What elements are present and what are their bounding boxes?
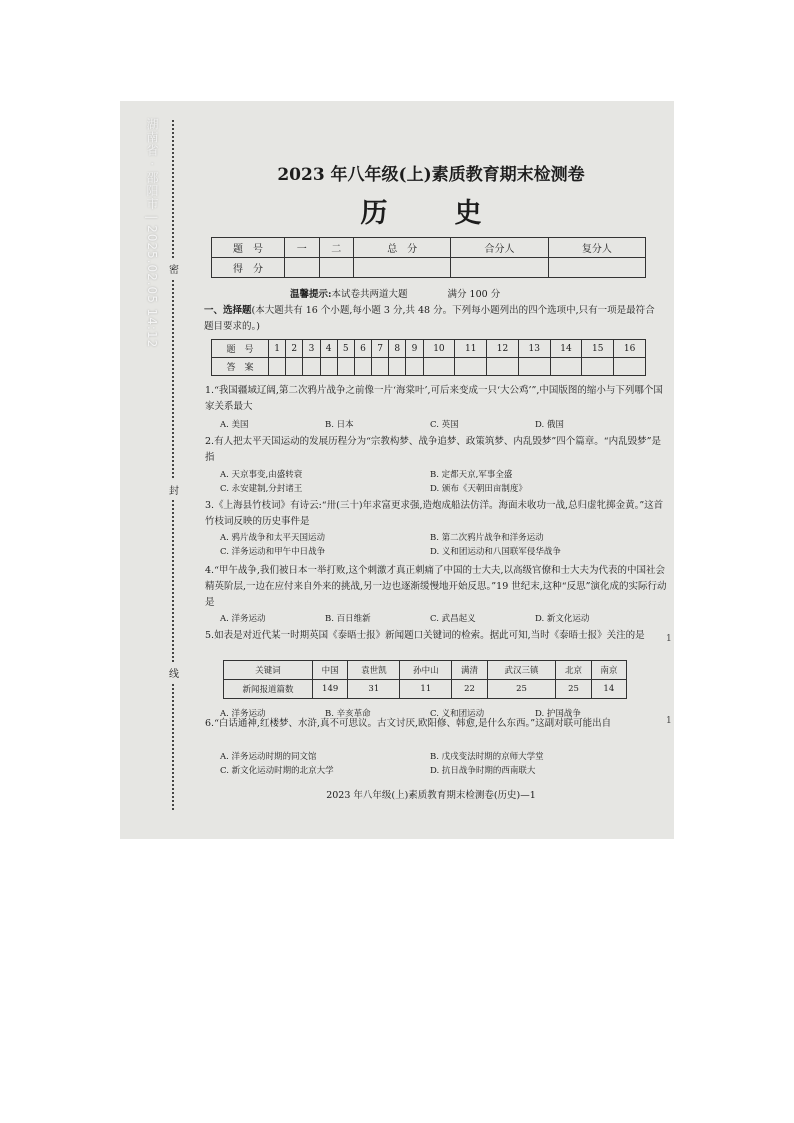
score-table: [211, 237, 646, 278]
option-c: C. 洋务运动和甲午中日战争: [220, 547, 326, 557]
option-c: C. 英国: [430, 420, 459, 430]
option-d: D. 俄国: [535, 420, 564, 430]
question-3: 3.《上海县竹枝词》有诗云:“卅(三十)年求富更求强,造炮成船法仿洋。海面未收功一战,总归虚牝掷金黄。”这首竹枝词反映的历史事件是: [205, 500, 664, 527]
question-number: 7: [372, 340, 389, 358]
answer-cell[interactable]: [423, 358, 455, 376]
option-d: D. 新文化运动: [535, 614, 590, 624]
question-number: 15: [582, 340, 614, 358]
keyword-row: [224, 661, 627, 680]
margin-mark: 1: [666, 634, 672, 644]
answer-row-label: 答 案: [212, 358, 269, 376]
option-c: C. 武昌起义: [430, 614, 476, 624]
question-6-options: [220, 750, 640, 776]
score-input-cell[interactable]: [548, 258, 645, 278]
answer-cell[interactable]: [389, 358, 406, 376]
keyword-cell: 孙中山: [400, 661, 452, 680]
score-cell: 合分人: [451, 238, 548, 258]
keyword-cell: 北京: [556, 661, 591, 680]
answer-cell[interactable]: [487, 358, 519, 376]
notice-text: 本试卷共两道大题: [331, 289, 408, 300]
question-3-options: [220, 531, 640, 557]
question-number: 1: [269, 340, 286, 358]
answer-number-row: [212, 340, 646, 358]
question-number: 16: [614, 340, 646, 358]
question-1: 1.“我国疆域辽阔,第二次鸦片战争之前像一片‘海棠叶’,可后来变成一只‘大公鸡’”,中国版图的缩小与下列哪个国家关系最大: [205, 385, 663, 412]
option-b: B. 百日维新: [325, 614, 371, 624]
score-input-cell[interactable]: [354, 258, 451, 278]
answer-cell[interactable]: [406, 358, 423, 376]
exam-title: 2023 年八年级(上)素质教育期末检测卷: [277, 165, 585, 185]
score-input-cell[interactable]: [285, 258, 320, 278]
answer-cell[interactable]: [269, 358, 286, 376]
full-score: 满分 100 分: [447, 289, 501, 300]
option-b: B. 日本: [325, 420, 354, 430]
option-a: A. 洋务运动时期的同文馆: [220, 752, 317, 762]
count-label: 新闻报道篇数: [224, 680, 313, 699]
score-input-cell[interactable]: [319, 258, 354, 278]
margin-mark: 1: [666, 716, 672, 726]
score-cell: 复分人: [548, 238, 645, 258]
keyword-cell: 武汉三镇: [487, 661, 556, 680]
count-cell: 22: [452, 680, 487, 699]
option-a: A. 鸦片战争和太平天国运动: [220, 533, 326, 543]
question-4-options: [220, 612, 640, 624]
count-cell: 14: [591, 680, 626, 699]
binding-line: [172, 120, 174, 810]
notice-line: [290, 286, 500, 300]
answer-cell[interactable]: [372, 358, 389, 376]
answer-cell[interactable]: [320, 358, 337, 376]
option-a: A. 天京事变,由盛转衰: [220, 470, 303, 480]
score-cell: 二: [319, 238, 354, 258]
question-number: 13: [518, 340, 550, 358]
answer-input-row: [212, 358, 646, 376]
answer-cell[interactable]: [303, 358, 320, 376]
option-d: D. 颁布《天朝田亩制度》: [430, 484, 527, 494]
question-number: 9: [406, 340, 423, 358]
section-heading: 一、选择题: [204, 305, 252, 316]
question-number: 4: [320, 340, 337, 358]
keyword-cell: 南京: [591, 661, 626, 680]
keyword-header-label: 关键词: [224, 661, 313, 680]
section-text: (本大题共有 16 个小题,每小题 3 分,共 48 分。下列每小题列出的四个选项中,只有一项是最符合题目要求的。): [204, 305, 655, 332]
question-5: 5.如表是对近代某一时期英国《泰晤士报》新闻题口关键词的检索。据此可知,当时《泰晤士报》关注的是: [205, 630, 645, 641]
score-cell: 一: [285, 238, 320, 258]
count-cell: 25: [487, 680, 556, 699]
notice-label: 温馨提示:: [290, 289, 332, 300]
answer-cell[interactable]: [354, 358, 371, 376]
option-b: B. 第二次鸦片战争和洋务运动: [430, 533, 544, 543]
option-c: C. 新文化运动时期的北京大学: [220, 766, 334, 776]
question-2-options: [220, 468, 640, 494]
seal-char-mi: 密: [169, 259, 179, 278]
answer-cell[interactable]: [286, 358, 303, 376]
count-row: [224, 680, 627, 699]
question-number: 10: [423, 340, 455, 358]
question-6: 6.“白话通神,红楼梦、水浒,真不可思议。古文讨厌,欧阳修、韩愈,是什么东西。”这副对联可能出自: [205, 718, 612, 729]
keyword-cell: 袁世凯: [348, 661, 400, 680]
answer-cell[interactable]: [455, 358, 487, 376]
page-footer: 2023 年八年级(上)素质教育期末检测卷(历史)—1: [326, 790, 536, 801]
option-d: D. 义和团运动和八国联军侵华战争: [430, 547, 561, 557]
option-a: A. 美国: [220, 420, 249, 430]
keyword-cell: 中国: [313, 661, 348, 680]
option-b: B. 定都天京,军事全盛: [430, 470, 513, 480]
answer-cell[interactable]: [614, 358, 646, 376]
option-d: D. 抗日战争时期的西南联大: [430, 766, 536, 776]
count-cell: 31: [348, 680, 400, 699]
answer-table: [211, 339, 646, 376]
option-b: B. 辛亥革命: [325, 709, 371, 719]
score-cell: 总 分: [354, 238, 451, 258]
question-4: 4.“甲午战争,我们被日本一举打败,这个刺激才真正刺痛了中国的士大夫,以高级官僚和士大夫为代表的中国社会精英阶层,一边在应付来自外来的挑战,另一边也逐渐缓慢地开始反思。”19 世纪末,这种“反思”演化成的实际行动是: [205, 565, 667, 608]
score-table-score-row: [212, 258, 646, 278]
option-d: D. 护国战争: [535, 709, 581, 719]
question-2: 2.有人把太平天国运动的发展历程分为“宗教构梦、战争追梦、政策筑梦、内乱毁梦”四个篇章。“内乱毁梦”是指: [205, 436, 661, 463]
question-number: 2: [286, 340, 303, 358]
score-input-cell[interactable]: [451, 258, 548, 278]
question-number: 14: [550, 340, 582, 358]
question-number: 8: [389, 340, 406, 358]
count-cell: 25: [556, 680, 591, 699]
answer-cell[interactable]: [550, 358, 582, 376]
count-cell: 149: [313, 680, 348, 699]
question-1-options: [220, 418, 640, 430]
score-table-header-row: [212, 238, 646, 258]
question-number: 11: [455, 340, 487, 358]
score-cell: 题 号: [212, 238, 285, 258]
section-instructions: [204, 303, 660, 335]
option-b: B. 戊戌变法时期的京师大学堂: [430, 752, 544, 762]
answer-cell[interactable]: [518, 358, 550, 376]
question-number: 12: [487, 340, 519, 358]
option-a: A. 洋务运动: [220, 709, 266, 719]
keyword-table: [223, 660, 627, 699]
score-cell: 得 分: [212, 258, 285, 278]
option-c: C. 永安建制,分封诸王: [220, 484, 303, 494]
question-number: 3: [303, 340, 320, 358]
seal-char-xian: 线: [169, 663, 179, 682]
timestamp-watermark: 湖南省 · 邵阳市 | 2025.02.05 14:12: [145, 118, 159, 349]
count-cell: 11: [400, 680, 452, 699]
question-number: 5: [337, 340, 354, 358]
option-c: C. 义和团运动: [430, 709, 485, 719]
question-number: 6: [354, 340, 371, 358]
seal-char-feng: 封: [169, 480, 179, 499]
option-a: A. 洋务运动: [220, 614, 266, 624]
answer-cell[interactable]: [337, 358, 354, 376]
answer-row-label: 题 号: [212, 340, 269, 358]
subject-title: 历 史: [360, 198, 502, 229]
keyword-cell: 满清: [452, 661, 487, 680]
answer-cell[interactable]: [582, 358, 614, 376]
